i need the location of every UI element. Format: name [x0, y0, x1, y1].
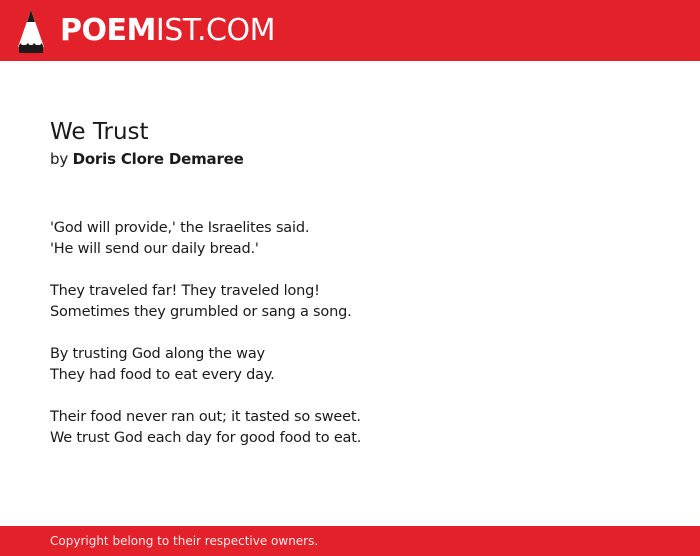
poem-line: 'He will send our daily bread.' — [50, 241, 259, 257]
poem-line: Sometimes they grumbled or sang a song. — [50, 304, 352, 320]
poem-stanza — [50, 344, 650, 386]
logo-bold-part: POEM — [60, 13, 156, 48]
poem-line: 'God will provide,' the Israelites said. — [50, 220, 310, 236]
poem-body — [50, 218, 650, 449]
poem-title: We Trust — [50, 119, 149, 145]
poem-line: By trusting God along the way — [50, 346, 265, 362]
author-link[interactable]: Doris Clore Demaree — [72, 150, 244, 168]
poem-byline — [50, 148, 650, 170]
poem-content — [50, 118, 650, 470]
poem-line: We trust God each day for good food to eat. — [50, 430, 362, 446]
poem-line: They had food to eat every day. — [50, 367, 275, 383]
pencil-tip-icon — [16, 9, 46, 53]
site-footer — [0, 526, 700, 556]
poem-line: Their food never ran out; it tasted so sweet. — [50, 409, 361, 425]
poem-line: They traveled far! They traveled long! — [50, 283, 320, 299]
logo-light-part: IST.COM — [155, 13, 275, 48]
poem-stanza — [50, 218, 650, 260]
copyright-notice: Copyright belong to their respective owners. — [50, 534, 319, 548]
poem-stanza — [50, 281, 650, 323]
site-header — [0, 0, 700, 61]
byline-label: by — [50, 150, 68, 168]
poem-stanza — [50, 407, 650, 449]
site-logo-link[interactable] — [16, 8, 275, 54]
site-logo-text — [60, 13, 275, 48]
